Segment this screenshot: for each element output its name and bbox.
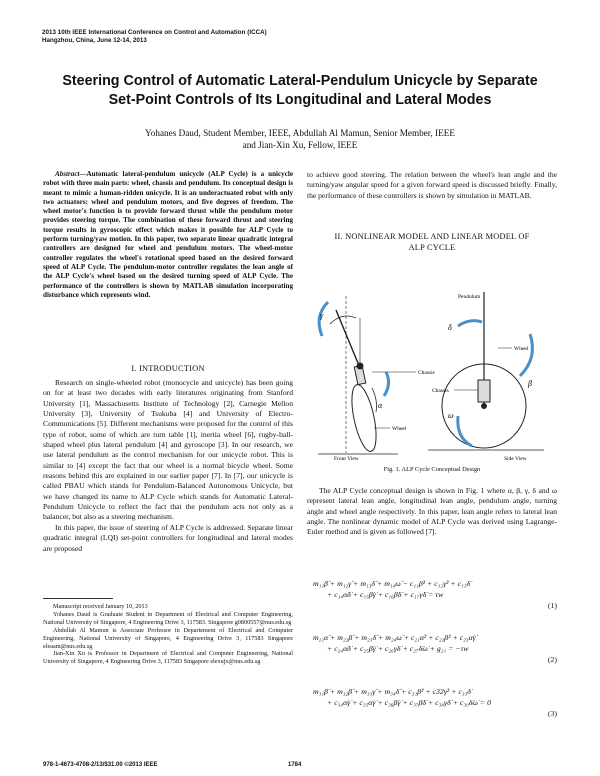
alpha-label: α	[378, 401, 383, 410]
abstract-lead: Abstract	[55, 170, 80, 178]
delta-arrow	[458, 321, 482, 326]
model-description	[307, 486, 557, 538]
gamma-arc	[330, 316, 356, 324]
footnote-author-2: Abdullah Al Mamun is Associate Professor in Departement of Electrical and Computer Engineering, National University of Singapore, 4 Engineering Drive 3, 117583 Singapore eleaam@nus.edu.sg	[43, 626, 293, 650]
figure-caption: Fig. 1. ALP Cycle Conceptual Design	[383, 466, 481, 473]
wheel-label-front: Wheel	[392, 426, 407, 432]
authors-line-1: Yohanes Daud, Student Member, IEEE, Abdullah Al Mamun, Senior Member, IEEE	[145, 128, 455, 138]
equation-2-number: (2)	[547, 655, 557, 664]
title-line-2: Set-Point Controls of Its Longitudinal and Lateral Modes	[108, 92, 492, 108]
beta-arrow	[520, 334, 532, 376]
footnote-author-3: Jian-Xin Xu is Professor in Department of Electrical and Computer Engineering, National University of Singapore, 4 Engineering Drive 3, 117583 Singapore elexujx@nus.edu.sg	[43, 650, 293, 666]
section-heading-model-line-1: II. NONLINEAR MODEL AND LINEAR MODEL OF	[334, 232, 530, 241]
footnotes	[43, 603, 293, 666]
model-paragraph: The ALP Cycle conceptual design is shown in Fig. 1 where α, β, γ, δ and ω represent lateral lean angle, longitudinal lean angle, pendulum angle, turning angle and wheel angle respectively. In this paper, lean angle refers to lateral lean angle. The nonlinear dynamic model of ALP Cycle was derived using Lagrange-Euler method and is given as followed [7].	[307, 486, 557, 537]
right-intro-continuation	[307, 170, 557, 201]
title-line-1: Steering Control of Automatic Lateral-Pendulum Unicycle by Separate	[62, 73, 538, 89]
alpha-arc	[372, 388, 377, 412]
pivot-dot	[357, 363, 363, 369]
authors-line-2: and Jian-Xin Xu, Fellow, IEEE	[242, 140, 358, 150]
hub-dot	[482, 404, 487, 409]
delta-label: δ	[448, 323, 452, 332]
equation-2	[307, 632, 557, 666]
side-view-drawing	[428, 292, 544, 450]
beta-label: β	[528, 379, 532, 388]
front-pendulum-arm	[336, 310, 360, 368]
omega-arrow	[458, 416, 472, 446]
footnote-author-1: Yohanes Daud is Graduate Student in Department of Electrical and Computer Engineering, National University of Singapore, 4 Engineering Drive 3, 117583. Singapore g0800557@nus.edu.sg	[43, 610, 293, 626]
side-chassis	[478, 380, 490, 402]
conference-name: 2013 10th IEEE International Conference on Control and Automation (ICCA)	[42, 29, 267, 36]
wheel-label-side: Wheel	[514, 346, 529, 352]
equation-3-number: (3)	[547, 709, 557, 718]
omega-label: ω	[448, 411, 454, 420]
abstract	[43, 170, 293, 300]
authors	[40, 127, 560, 151]
side-view-label: Side View	[504, 456, 527, 462]
equation-1-number: (1)	[547, 601, 557, 610]
front-view-label: Front View	[334, 456, 359, 462]
intro-paragraph-continued: to achieve good steering. The relation between the wheel's lean angle and the turning/yaw angular speed for a given forward speed is discussed briefly. Finally, the performance of these controllers is shown by simulation in MATLAB.	[307, 170, 557, 200]
section-heading-model-line-2: ALP CYCLE	[408, 243, 456, 252]
footnote-manuscript: Manuscript received January 10, 2013	[53, 603, 148, 610]
equation-3-line-1: m₃₁β̈ + m₃₂β̈ + m₃₃γ̈ + m₃₄δ̈ + c₃₁β̇² + c32γ̇² + c₃₃δ̇	[313, 687, 471, 696]
section-heading-introduction: I. INTRODUCTION	[131, 364, 205, 373]
footer-isbn: 978-1-4673-4708-2/13/$31.00 ©2013 IEEE	[43, 762, 158, 768]
introduction-body	[43, 378, 293, 554]
equation-1-line-1: m₁₁β̈ + m₁₂γ̈ + m₁₃δ̈ + m₁₄ω̈ − c₁₁β̇² + c₁₂γ̇² + c₁₃δ̇	[313, 579, 471, 588]
section-heading-model	[307, 231, 557, 253]
chassis-label-front: Chassis	[418, 370, 435, 376]
intro-paragraph-1: Research on single-wheeled robot (monocycle and unicycle) has been going on for at least two decades with early literatures originating from Stanford University [1], Massachusetts Institute of Technology [2], Carnegie Mellon University [3], University of Tsukuba [4] and University of Electro-Communications [5]. Different mechanisms were proposed for the control of this type of robot, some of which are turn table [1], inertia wheel [6], rugby-ball-shaped wheel plus lateral pendulum [4] and gyroscope [3]. In our research, we use lateral pendulum as the control mechanism for our unicycle robot. This is similar to [4] except the fact that our wheel is a normal bicycle wheel. Some reasons behind this are explained in our earlier paper [7]. In [7], our unicycle is called PBAU which stands for Pendulum-Balanced Autonomous Unicycle, but we have changed its name to ALP Cycle which stands for Automatic Lateral-Pendulum Unicycle to reflect the fact that the pendulum acts not only as a balancer, but also as a steering mechanism.	[43, 378, 293, 522]
figure-alp-cycle-design	[308, 288, 556, 462]
chassis-label-side: Chassis	[432, 388, 449, 394]
footnote-separator	[43, 598, 113, 599]
intro-paragraph-2: In this paper, the issue of steering of ALP Cycle is addressed. Separate linear quadratic integral (LQI) set-point controllers for longitudinal and lateral modes are proposed	[43, 522, 293, 553]
equation-2-line-1: m₂₁α̈ + m₂₂β̈ + m₂₃δ̈ + m₂₄ω̈ + c₂₁α̇² + c₂₂β̇² + c₂₃α̇γ̇	[313, 633, 476, 642]
gamma-label: γ	[320, 311, 324, 320]
equation-3	[307, 686, 557, 720]
conference-location: Hangzhou, China, June 12-14, 2013	[42, 37, 147, 44]
front-wheel	[347, 383, 381, 454]
paper-title	[40, 72, 560, 110]
equation-1	[307, 578, 557, 612]
equation-1-line-2: + c₁₄α̇δ̇ + c₁₅β̇γ̇ + c₁₆β̇δ̇ + c₁₇γ̇δ̇ = τw	[327, 590, 444, 599]
equation-3-line-2: + c₃₄α̇γ̇ + c₃₅α̇γ̇ + c₃₆β̇γ̇ + c₃₇β̇δ̇ + c₃₈γ̇δ̇ + c₃₉δ̇ω̇ = 0	[327, 698, 491, 707]
footer-page-number: 1784	[288, 762, 302, 768]
rotation-arrow-right	[384, 372, 389, 396]
pendulum-label: Pendulum	[458, 294, 481, 300]
abstract-text: —Automatic lateral-pendulum unicycle (ALP Cycle) is a unicycle robot with three main parts: wheel, chassis and pendulum. Its conceptual design is meant to mimic a human-ridden unicycle. It is an underactuated robot with only two actuators: wheel and pendulum motors, and five degrees of freedom. The wheel motor's function is to provide forward thrust while the pendulum motor provides steering torque. The combination of these forward thrust and steering torque results in gyroscopic effect which makes it possible for ALP Cycle to perform turning/yaw motion. In this paper, two separate linear quadratic integral controllers are designed for wheel and pendulum motors. The wheel-motor controller regulates the wheel's rotational speed based on the desired forward speed of ALP Cycle. The pendulum-motor controller regulates the lean angle of the ALP Cycle's wheel based on the desired turning speed of ALP Cycle. The performance of the controllers is shown by MATLAB simulation incorporating disturbance which represents wind.	[43, 170, 293, 299]
equation-2-line-2: + c₂₄α̇δ̇ + c₂₅β̇γ̇ + c₂₆γ̇δ̇ + c₂₇δ̇ω̇ + g₂₁ = −τw	[327, 644, 469, 653]
